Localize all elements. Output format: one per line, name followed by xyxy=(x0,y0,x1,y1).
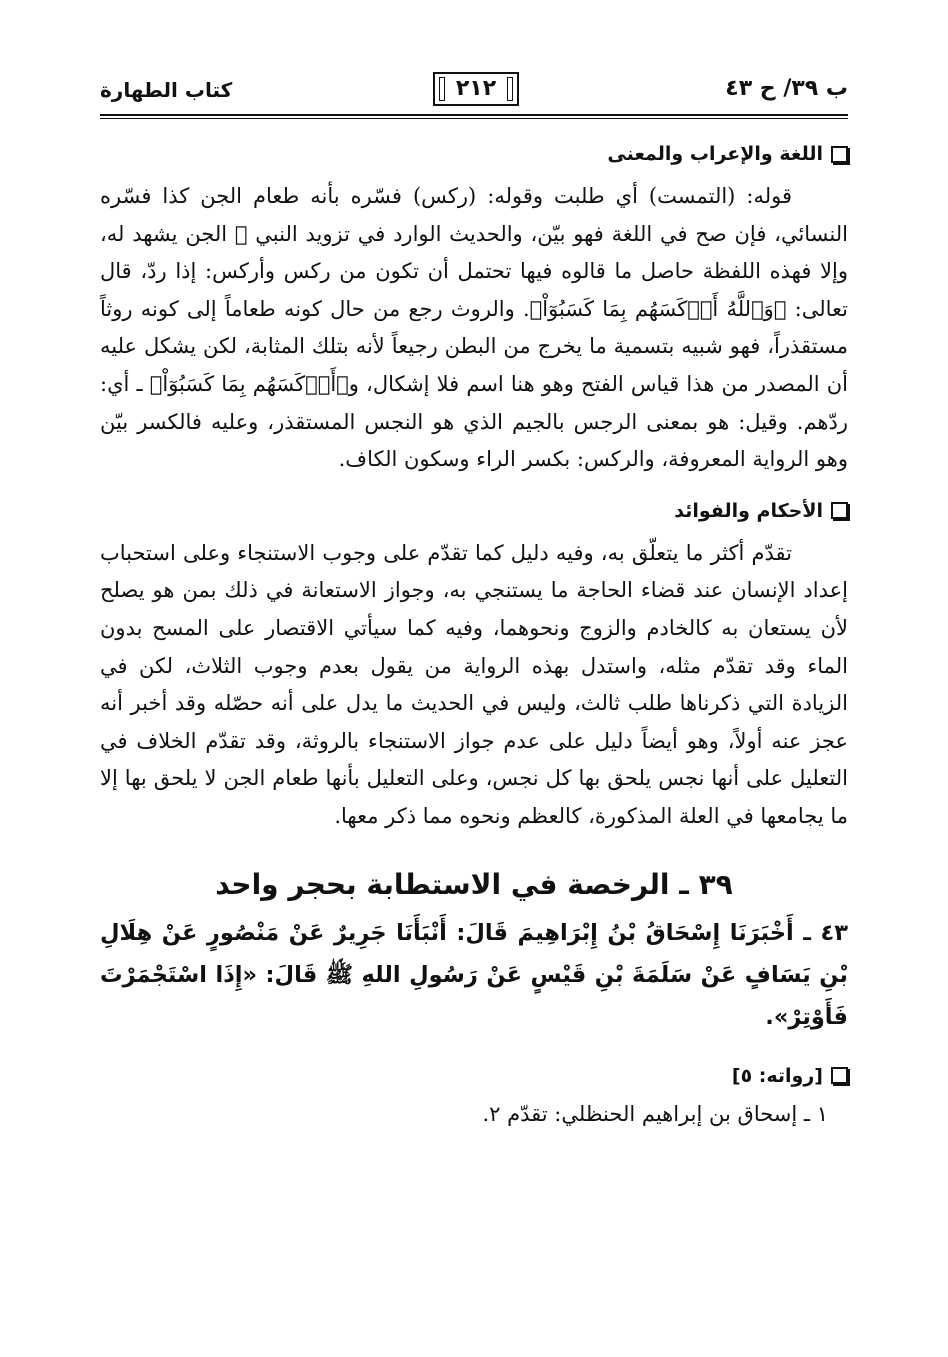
square-bullet-icon xyxy=(831,1067,848,1084)
hadith-text: ٤٣ ـ أَخْبَرَنَا إِسْحَاقُ بْنُ إِبْرَاهِيمَ قَالَ: أَنْبَأَنَا جَرِيرٌ عَنْ مَنْصُورٍ عَنْ هِلَالِ بْنِ يَسَافٍ عَنْ سَلَمَةَ بْنِ قَيْسٍ عَنْ رَسُولِ اللهِ ﷺ قَالَ: «إِذَا اسْتَجْمَرْتَ فَأَوْتِرْ». xyxy=(100,919,848,1030)
chapter-title: ٣٩ ـ الرخصة في الاستطابة بحجر واحد xyxy=(215,867,733,901)
square-bullet-icon xyxy=(831,502,848,519)
page-number: ٢١٢ xyxy=(433,72,519,106)
square-bullet-icon xyxy=(831,146,848,163)
section-heading-rulings xyxy=(100,497,848,525)
section-heading-text: الأحكام والفوائد xyxy=(674,499,823,522)
rulings-paragraph: تقدّم أكثر ما يتعلّق به، وفيه دليل كما تقدّم على وجوب الاستنجاء وعلى استحباب إعداد الإنسان عند قضاء الحاجة ما يستنجي به، وجواز الاستعانة في ذلك بمن هو يصلح لأن يستعان به كالخادم والزوج ونحوهما، وفيه كما سيأتي الاقتصار على المسح بدون الماء وقد تقدّم مثله، واستدل بهذه الرواية من يقول بعدم وجوب الثلاث، لكن في الزيادة التي ذكرناها طلب ثالث، وليس في الحديث ما يدل على أنه حصّله وقد أخبر أنه عجز عنه أولاً، وهو أيضاً دليل على عدم جواز الاستنجاء بالروثة، وقد تقدّم الخلاف في التعليل على أنها نجس يلحق بها كل نجس، وعلى التعليل بأنها طعام الجن لا يلحق بها إلا ما يجامعها في العلة المذكورة، كالعظم ونحوه مما ذكر معها. xyxy=(100,540,848,828)
section-heading-language xyxy=(100,140,848,168)
book-title: كتاب الطهارة xyxy=(100,78,233,102)
narrator-item: ١ ـ إسحاق بن إبراهيم الحنظلي: تقدّم ٢. xyxy=(482,1101,828,1126)
header-divider-thin xyxy=(100,118,848,119)
header-divider xyxy=(100,114,848,116)
chapter-reference: ب ٣٩/ ح ٤٣ xyxy=(725,76,848,101)
page-content xyxy=(100,140,848,1132)
narrators-heading xyxy=(100,1062,848,1090)
running-header xyxy=(100,72,848,112)
section-heading-text: اللغة والإعراب والمعنى xyxy=(607,143,823,165)
narrators-heading-text: [رواته: ٥] xyxy=(731,1064,823,1087)
language-paragraph: قوله: (التمست) أي طلبت وقوله: (ركس) فسّره بأنه طعام الجن كذا فسّره النسائي، فإن صح في اللغة فهو بيّن، والحديث الوارد في تزويد النبي ﷺ الجن يشهد له، وإلا فهذه اللفظة حاصل ما قالوه فيها تحتمل أن تكون من ركس وأركس: إذا ردّ، قال تعالى: ﴿وَٱللَّهُ أَرۡكَسَهُم بِمَا كَسَبُوٓاْ﴾. والروث رجع من حال كونه طعاماً إلى كونه روثاً مستقذراً، فهو شبيه بتسمية ما يخرج من البطن رجيعاً لأنه بتلك المثابة، لكن يشكل عليه أن المصدر من هذا قياس الفتح وهو هنا اسم فلا إشكال، و﴿أَرۡكَسَهُم بِمَا كَسَبُوٓاْ﴾ ـ أي: ردّهم. وقيل: هو بمعنى الرجس بالجيم الذي هو النجس المستقذر، وعليه فالكسر بيّن وهو الرواية المعروفة، والركس: بكسر الراء وسكون الكاف. xyxy=(100,184,848,472)
